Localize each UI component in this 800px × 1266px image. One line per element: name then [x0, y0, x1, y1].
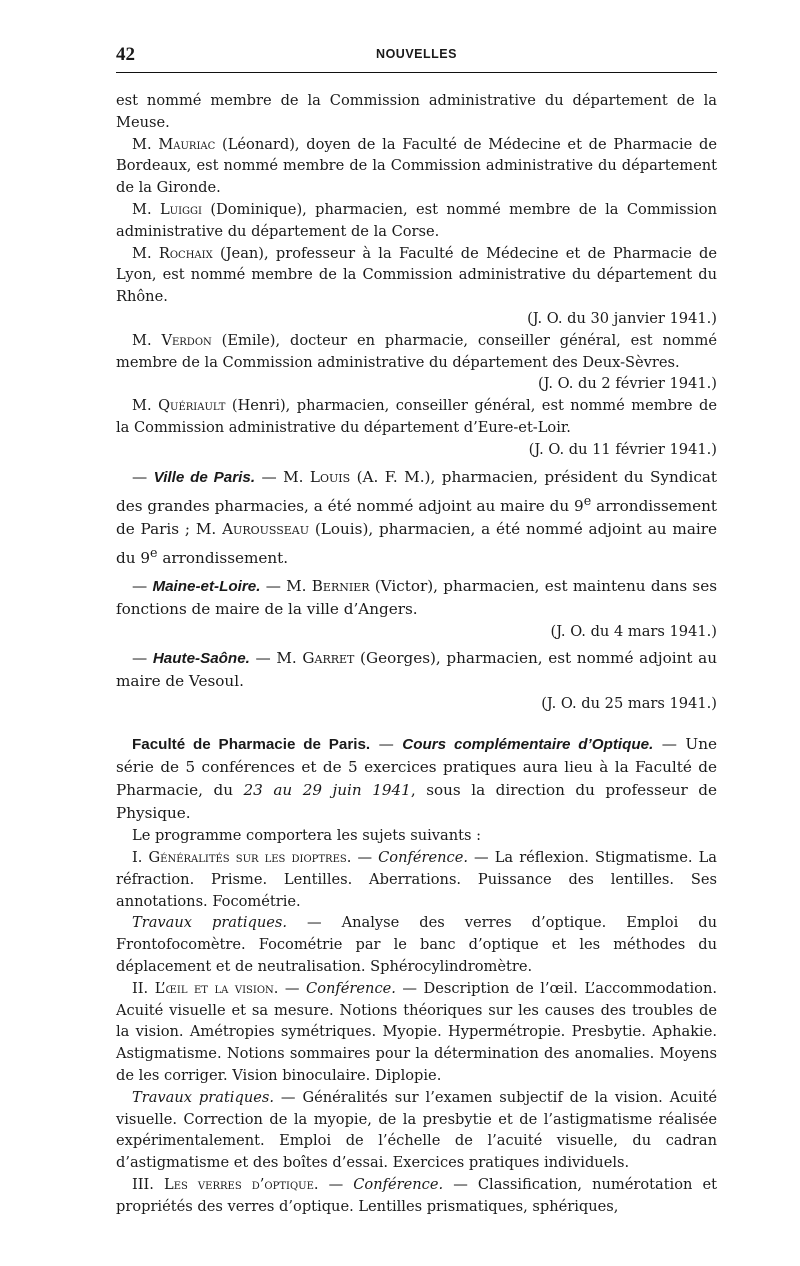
paragraph-mauriac: M. Mauriac (Léonard), doyen de la Faculté de Médecine et de Pharmacie de Bordeaux, est nommé membre de la Commission administrative du département de la Gironde. — [116, 135, 717, 197]
section-faculte-pharmacie: Faculté de Pharmacie de Paris. — Cours complémentaire d’Optique. — Une série de 5 conférences et de 5 exercices pratiques aura lieu à la Faculté de Pharmacie, du 23 au 29 juin 1941, sous la direction du professeur de Physique. — [116, 735, 717, 823]
header-rule — [116, 72, 717, 73]
person-name: Luiggi — [159, 200, 202, 218]
paragraph-queriault: M. Quériault (Henri), pharmacien, conseiller général, est nommé membre de la Commission administrative du département d’Eure-et-Loir. — [116, 397, 717, 436]
journal-reference: (J. O. du 2 février 1941.) — [537, 375, 717, 393]
course-dates: 23 au 29 juin 1941 — [243, 781, 411, 800]
section-heading: Maine-et-Loire. — [152, 577, 261, 595]
person-name: Rochaix — [158, 244, 213, 262]
journal-reference: (J. O. du 4 mars 1941.) — [550, 622, 717, 640]
program-item-ii-practicals: Travaux pratiques. — Généralités sur l’examen subjectif de la vision. Acuité visuelle. Correction de la myopie, de la presbytie et de l’astigmatisme réalisée expérimentalement. Emploi de l’échelle de l’acuité visuelle, du cadran d’astigmatisme et des boîtes d’essai. Exercices pratiques individuels. — [116, 1088, 717, 1172]
paragraph-verdon: M. Verdon (Emile), docteur en pharmacie, conseiller général, est nommé membre de la Commission administrative du département des Deux-Sèvres. — [116, 331, 717, 371]
program-item-title: L’œil et la vision. — [154, 979, 279, 997]
person-name: Garret — [302, 649, 355, 668]
person-name: Aurousseau — [222, 519, 310, 538]
person-name: Verdon — [161, 331, 212, 349]
program-item-ii: II. L’œil et la vision. — Conférence. — Description de l’œil. L’accommodation. Acuité visuelle et sa mesure. Notions théoriques sur les causes des troubles de la vision. Amétropies symétriques. Myopie. Hypermétropie. Presbytie. Aphakie. Astigmatisme. Notions sommaires pour la détermination des anomalies. Moyens de les corriger. Vision binoculaire. Diplopie. — [116, 979, 717, 1085]
section-heading: Ville de Paris. — [153, 468, 256, 486]
program-item-title: Les verres d’optique. — [164, 1176, 319, 1194]
journal-reference: (J. O. du 25 mars 1941.) — [541, 695, 717, 713]
program-item-iii: III. Les verres d’optique. — Conférence. — Classification, numérotation et propriétés des verres d’optique. Lentilles prismatiques, sphériques, — [116, 1176, 717, 1215]
journal-reference: (J. O. du 11 février 1941.) — [528, 440, 717, 458]
program-item-i-practicals: Travaux pratiques. — Analyse des verres d’optique. Emploi du Frontofocomètre. Focométrie par le banc d’optique et les méthodes du déplacement et de neutralisation. Sphérocylindromètre. — [116, 914, 717, 976]
person-name: Quériault — [158, 397, 226, 415]
paragraph-luiggi: M. Luiggi (Dominique), pharmacien, est nommé membre de la Commission administrative du département de la Corse. — [116, 200, 717, 240]
page-header — [116, 44, 717, 66]
section-heading: Haute-Saône. — [152, 650, 250, 668]
paragraph-meuse: est nommé membre de la Commission administrative du département de la Meuse. — [116, 92, 717, 131]
section-haute-saone: — Haute-Saône. — M. Garret (Georges), pharmacien, est nommé adjoint au maire de Vesoul. — [116, 649, 717, 691]
paragraph-rochaix: M. Rochaix (Jean), professeur à la Faculté de Médecine et de Pharmacie de Lyon, est nommé membre de la Commission administrative du département du Rhône. — [116, 244, 717, 306]
program-item-i: I. Généralités sur les dioptres. — Conférence. — La réflexion. Stigmatisme. La réfraction. Prisme. Lentilles. Aberrations. Puissance des lentilles. Ses annotations. Focométrie. — [116, 849, 717, 910]
person-name: Mauriac — [158, 135, 216, 153]
section-maine-et-loire: — Maine-et-Loire. — M. Bernier (Victor), pharmacien, est maintenu dans ses fonctions de maire de la ville d’Angers. — [116, 576, 718, 618]
section-heading: Faculté de Pharmacie de Paris. — [132, 736, 371, 754]
program-item-title: Généralités sur les dioptres. — [148, 849, 352, 867]
journal-reference: (J. O. du 30 janvier 1941.) — [527, 309, 717, 327]
running-title: NOUVELLES — [376, 47, 457, 61]
article-body — [116, 90, 717, 1218]
page-number: 42 — [116, 44, 135, 65]
section-ville-de-paris: — Ville de Paris. — M. Louis (A. F. M.), pharmacien, président du Syndicat des grandes pharmacies, a été nommé adjoint au maire du 9e arrondissement de Paris ; M. Aurousseau (Louis), pharmacien, a été nommé adjoint au maire du 9e arrondissement. — [116, 467, 717, 567]
person-name: Bernier — [311, 576, 370, 595]
program-intro: Le programme comportera les sujets suivants : — [132, 827, 482, 845]
person-name: Louis — [309, 467, 351, 486]
course-title: Cours complémentaire d’Optique. — [402, 736, 654, 754]
